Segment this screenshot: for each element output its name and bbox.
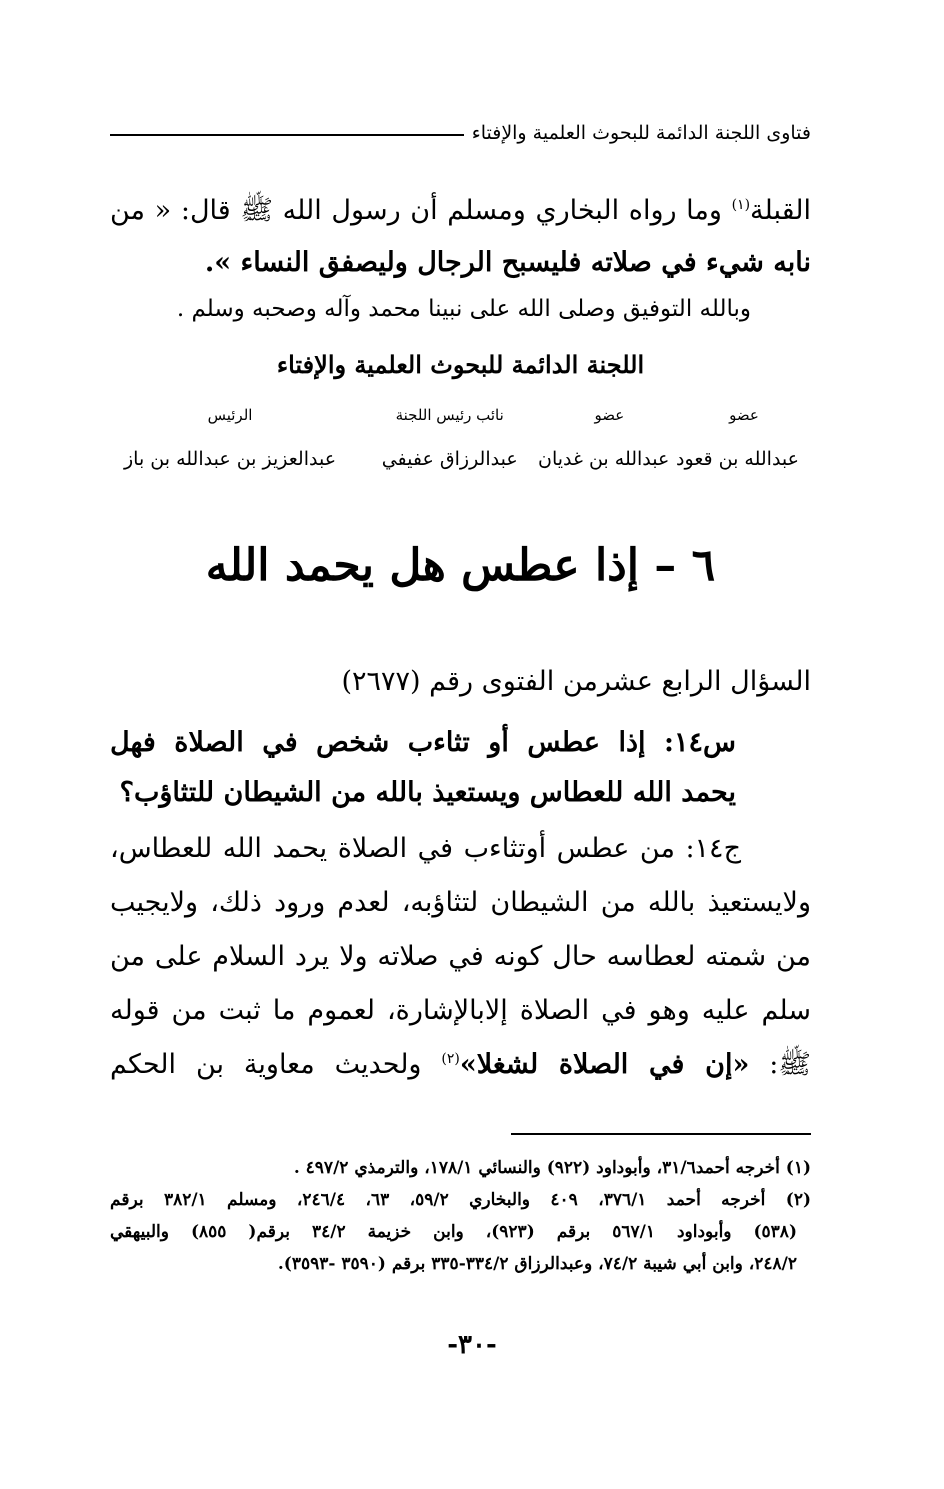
footnote-ref-2[interactable]: (٢)	[441, 1051, 460, 1067]
footnote-2-line-1: (٢) أخرجه أحمد ٣٧٦/١، ٤٠٩ والبخاري ٥٩/٢، ٦٣، ٢٤٦/٤، ومسلم ٣٨٢/١ برقم	[110, 1190, 812, 1210]
answer-paragraph	[110, 822, 811, 1092]
answer-line-5: ﷺ: «إن في الصلاة لشغلا»$^{(٢)}$ ولحديث معاوية بن الحكم	[110, 1049, 812, 1080]
question-line-1: س١٤: إذا عطس أو تثاءب شخص في الصلاة فهل	[110, 727, 736, 758]
section-heading: ٦ – إذا عطس هل يحمد الله	[205, 540, 716, 591]
page-number: -٣٠-	[447, 1330, 497, 1360]
intro-line-1: القبلة$^{(١)}$ وما رواه البخاري ومسلم أن رسول الله ﷺ قال: « من	[110, 195, 811, 226]
intro-paragraph	[110, 185, 811, 329]
running-title: فتاوى اللجنة الدائمة للبحوث العلمية والإفتاء	[471, 122, 811, 144]
footnotes	[110, 1152, 811, 1280]
member-name-2: عبدالله بن غديان	[537, 448, 670, 470]
intro-line-3: وبالله التوفيق وصلى الله على نبينا محمد وآله وصحبه وسلم .	[176, 296, 751, 322]
committee-name: اللجنة الدائمة للبحوث العلمية والإفتاء	[276, 350, 645, 379]
answer-line-2: ولايستعيذ بالله من الشيطان لتثاؤبه، لعدم ورود ذلك، ولايجيب	[110, 887, 811, 918]
running-header	[110, 118, 811, 148]
question-intro-block	[110, 656, 811, 708]
role-chair: الرئيس	[207, 406, 253, 424]
footnote-2-line-3: ٢٤٨/٢، وابن أبي شيبة ٧٤/٢، وعبدالرزاق ٣٣٤/٢-٣٣٥ برقم (٣٥٩٠ -٣٥٩٣).	[277, 1254, 797, 1274]
signature-names	[110, 448, 799, 470]
question-line-2: يحمد الله للعطاس ويستعيذ بالله من الشيطان للتثاؤب؟	[119, 777, 736, 808]
member-name-3: عبدالرزاق عفيفي	[381, 448, 518, 470]
question-intro: السؤال الرابع عشرمن الفتوى رقم (٢٦٧٧)	[341, 666, 811, 697]
answer-line-3: من شمته لعطاسه حال كونه في صلاته ولا يرد السلام على من	[110, 941, 811, 972]
question-block	[110, 718, 811, 818]
hadith-quote: «إن في الصلاة لشغلا»	[459, 1049, 750, 1080]
footnote-2-line-2: (٥٣٨) وأبوداود ٥٦٧/١ برقم (٩٢٣)، وابن خزيمة ٣٤/٢ برقم( ٨٥٥) والبيهقي	[110, 1222, 797, 1242]
intro-line-2: نابه شيء في صلاته فليسبح الرجال وليصفق النساء ».	[204, 247, 811, 278]
answer-line-1: ج١٤: من عطس أوتثاءب في الصلاة يحمد الله للعطاس،	[110, 833, 741, 864]
footnote-rule	[511, 1133, 811, 1135]
answer-line-4: سلم عليه وهو في الصلاة إلابالإشارة، لعموم ما ثبت من قوله	[110, 995, 811, 1026]
role-member-1: عضو	[729, 406, 759, 424]
header-rule	[110, 134, 464, 136]
footnote-1: (١) أخرجه أحمد٣١/٦، وأبوداود (٩٢٢) والنسائي ١٧٨/١، والترمذي ٤٩٧/٢ .	[293, 1158, 811, 1178]
member-name-4: عبدالعزيز بن عبدالله بن باز	[124, 448, 337, 470]
member-name-1: عبدالله بن قعود	[676, 448, 799, 470]
role-member-2: عضو	[594, 406, 625, 424]
footnote-ref-1[interactable]: (١)	[731, 197, 751, 213]
signature-roles	[110, 406, 799, 424]
role-vice-chair: نائب رئيس اللجنة	[395, 406, 504, 424]
